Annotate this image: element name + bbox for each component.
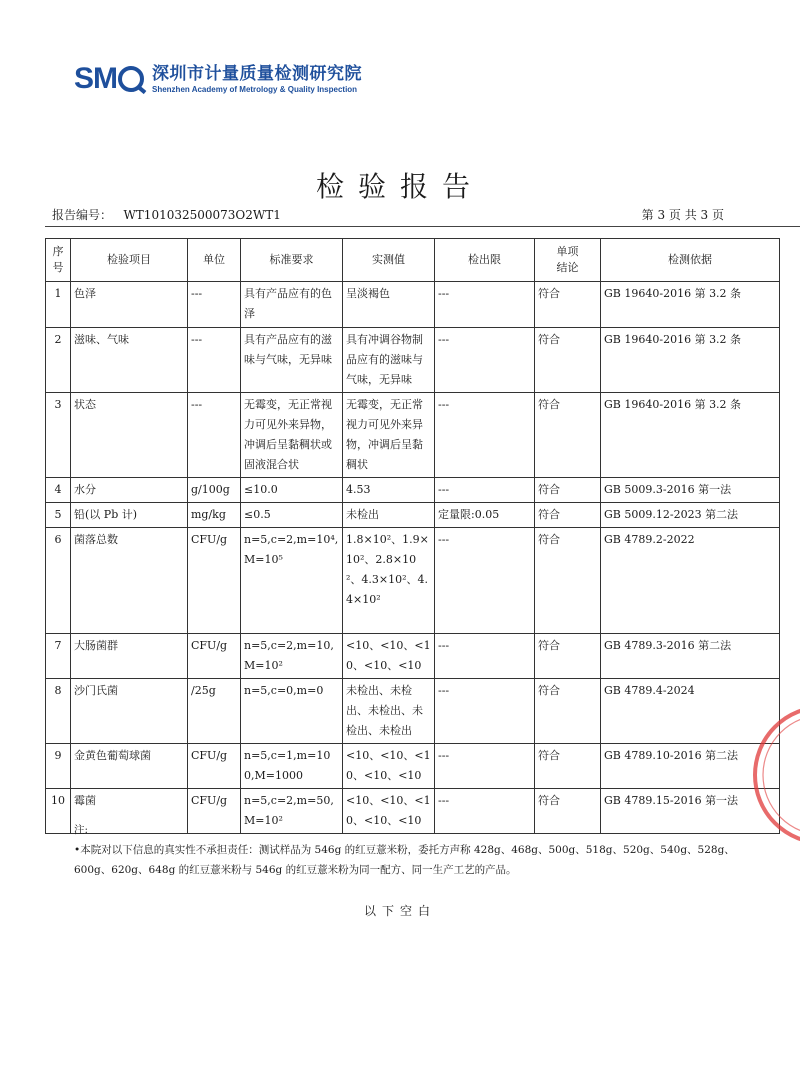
row-number: 7 (46, 634, 71, 679)
row-number: 10 (46, 789, 71, 834)
table-row (46, 528, 780, 634)
smq-logo-mark (74, 62, 144, 96)
row-basis: GB 19640-2016 第 3.2 条 (601, 393, 780, 478)
row-item: 滋味、气味 (71, 328, 188, 393)
report-number (52, 206, 281, 223)
org-name-en: Shenzhen Academy of Metrology & Quality Inspection (152, 84, 358, 94)
row-limit: --- (435, 789, 535, 834)
row-result: 符合 (535, 393, 601, 478)
row-requirement: 具有产品应有的滋味与气味，无异味 (241, 328, 343, 393)
row-limit: --- (435, 393, 535, 478)
row-result: 符合 (535, 679, 601, 744)
row-item: 水分 (71, 478, 188, 503)
table-row (46, 503, 780, 528)
row-limit: 定量限:0.05 (435, 503, 535, 528)
end-of-report-text: 以下空白 (363, 904, 436, 918)
report-number-value: WT101032500073O2WT1 (123, 208, 281, 222)
row-basis: GB 5009.12-2023 第二法 (601, 503, 780, 528)
row-item: 金黄色葡萄球菌 (71, 744, 188, 789)
row-basis: GB 4789.4-2024 (601, 679, 780, 744)
institute-logo (74, 60, 362, 98)
row-limit: --- (435, 282, 535, 328)
row-number: 4 (46, 478, 71, 503)
row-unit: mg/kg (188, 503, 241, 528)
table-header-row (46, 239, 780, 282)
row-item: 铅(以 Pb 计) (71, 503, 188, 528)
table-row (46, 744, 780, 789)
row-requirement: n=5,c=2,m=10⁴,M=10⁵ (241, 528, 343, 634)
row-limit: --- (435, 744, 535, 789)
row-basis: GB 4789.3-2016 第二法 (601, 634, 780, 679)
row-unit: CFU/g (188, 528, 241, 634)
row-number: 1 (46, 282, 71, 328)
row-unit: --- (188, 282, 241, 328)
row-number: 5 (46, 503, 71, 528)
row-result: 符合 (535, 744, 601, 789)
results-table (45, 238, 780, 834)
page-indicator: 第 3 页 共 3 页 (641, 208, 724, 222)
table-row (46, 328, 780, 393)
row-result: 符合 (535, 478, 601, 503)
table-row (46, 282, 780, 328)
row-number: 9 (46, 744, 71, 789)
row-unit: --- (188, 393, 241, 478)
row-unit: CFU/g (188, 789, 241, 834)
row-requirement: n=5,c=2,m=50,M=10² (241, 789, 343, 834)
col-header-measured: 实测值 (343, 239, 435, 282)
notes-section (74, 820, 754, 880)
row-requirement: n=5,c=2,m=10,M=10² (241, 634, 343, 679)
row-number: 8 (46, 679, 71, 744)
row-requirement: 具有产品应有的色泽 (241, 282, 343, 328)
page-title: 检验报告 (315, 170, 484, 203)
col-header-unit: 单位 (188, 239, 241, 282)
row-limit: --- (435, 634, 535, 679)
row-result: 符合 (535, 282, 601, 328)
table-row (46, 393, 780, 478)
row-requirement: n=5,c=1,m=100,M=1000 (241, 744, 343, 789)
logo-q-icon (118, 66, 144, 92)
row-measured: 4.53 (343, 478, 435, 503)
row-unit: --- (188, 328, 241, 393)
table-row (46, 634, 780, 679)
row-item: 沙门氏菌 (71, 679, 188, 744)
row-unit: CFU/g (188, 744, 241, 789)
row-item: 霉菌 (71, 789, 188, 834)
row-measured: <10、<10、<10、<10、<10 (343, 634, 435, 679)
row-basis: GB 4789.15-2016 第一法 (601, 789, 780, 834)
row-item: 大肠菌群 (71, 634, 188, 679)
row-basis: GB 4789.2-2022 (601, 528, 780, 634)
row-unit: /25g (188, 679, 241, 744)
row-requirement: n=5,c=0,m=0 (241, 679, 343, 744)
row-requirement: ≤10.0 (241, 478, 343, 503)
notes-text: •本院对以下信息的真实性不承担责任：测试样品为 546g 的红豆薏米粉，委托方声称 428g、468g、500g、518g、520g、540g、528g、600g、620g、648g 的红豆薏米粉与 546g 的红豆薏米粉为同一配方、同一生产工艺的产品。 (74, 844, 735, 876)
row-limit: --- (435, 528, 535, 634)
row-measured: 无霉变，无正常视力可见外来异物，冲调后呈黏稠状 (343, 393, 435, 478)
org-name-cn: 深圳市计量质量检测研究院 (152, 63, 362, 84)
row-result: 符合 (535, 789, 601, 834)
row-number: 2 (46, 328, 71, 393)
header-divider (45, 226, 800, 227)
report-number-label: 报告编号： (52, 208, 113, 222)
table-row (46, 478, 780, 503)
row-requirement: 无霉变，无正常视力可见外来异物，冲调后呈黏稠状或固液混合状 (241, 393, 343, 478)
row-unit: g/100g (188, 478, 241, 503)
row-measured: 未检出、未检出、未检出、未检出、未检出 (343, 679, 435, 744)
row-basis: GB 19640-2016 第 3.2 条 (601, 328, 780, 393)
row-limit: --- (435, 679, 535, 744)
col-header-basis: 检测依据 (601, 239, 780, 282)
row-measured: <10、<10、<10、<10、<10 (343, 789, 435, 834)
table-row (46, 679, 780, 744)
row-measured: 具有冲调谷物制品应有的滋味与气味，无异味 (343, 328, 435, 393)
row-requirement: ≤0.5 (241, 503, 343, 528)
logo-mark-text: SM (74, 62, 117, 95)
row-item: 色泽 (71, 282, 188, 328)
row-number: 6 (46, 528, 71, 634)
col-header-limit: 检出限 (435, 239, 535, 282)
col-header-result: 单项 结论 (535, 239, 601, 282)
row-result: 符合 (535, 503, 601, 528)
row-limit: --- (435, 328, 535, 393)
row-item: 菌落总数 (71, 528, 188, 634)
row-basis: GB 5009.3-2016 第一法 (601, 478, 780, 503)
row-measured: 未检出 (343, 503, 435, 528)
notes-label: 注: (74, 824, 89, 836)
row-result: 符合 (535, 528, 601, 634)
row-number: 3 (46, 393, 71, 478)
row-item: 状态 (71, 393, 188, 478)
row-result: 符合 (535, 328, 601, 393)
row-unit: CFU/g (188, 634, 241, 679)
col-header-requirement: 标准要求 (241, 239, 343, 282)
row-limit: --- (435, 478, 535, 503)
row-measured: 1.8×10²、1.9×10²、2.8×10²、4.3×10²、4.4×10² (343, 528, 435, 634)
row-measured: 呈淡褐色 (343, 282, 435, 328)
official-seal-stamp (748, 700, 800, 850)
row-basis: GB 4789.10-2016 第二法 (601, 744, 780, 789)
row-measured: <10、<10、<10、<10、<10 (343, 744, 435, 789)
row-result: 符合 (535, 634, 601, 679)
col-header-no: 序号 (46, 239, 71, 282)
col-header-item: 检验项目 (71, 239, 188, 282)
row-basis: GB 19640-2016 第 3.2 条 (601, 282, 780, 328)
